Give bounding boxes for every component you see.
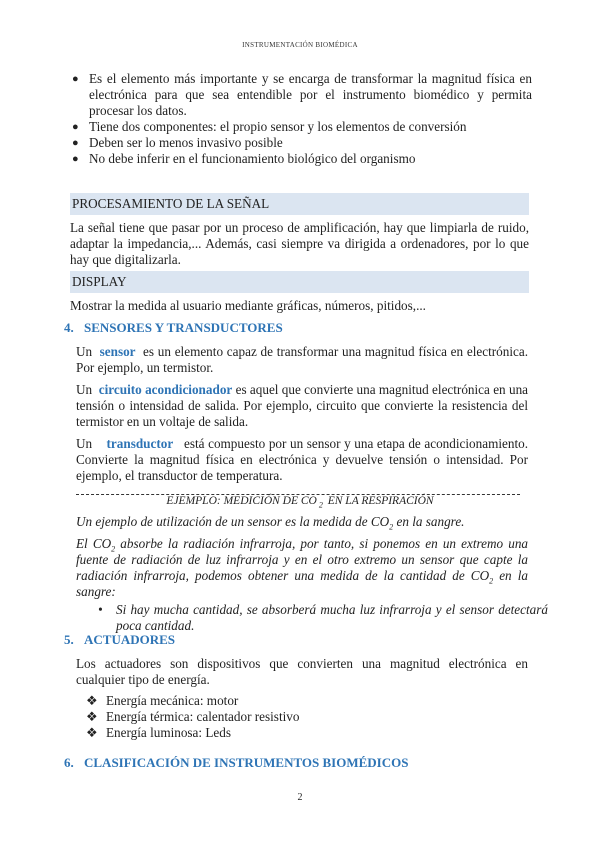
ejemplo-paragraph-1: Un ejemplo de utilización de un sensor es la medida de $CO_2$ en la sangre. xyxy=(76,514,465,532)
section-4-heading: 4. SENSORES Y TRANSDUCTORES xyxy=(64,320,283,335)
energy-list xyxy=(82,693,522,741)
term-transductor: transductor xyxy=(106,436,174,451)
diamond-bullet-icon: ❖ xyxy=(86,725,98,740)
page-number: 2 xyxy=(297,792,303,803)
bullet-list xyxy=(72,71,532,167)
diamond-bullet-icon: ❖ xyxy=(86,709,98,724)
term-sensor: sensor xyxy=(99,344,136,359)
ejemplo-paragraph-2: El $CO_2$ absorbe la radiación infrarroja, por tanto, si ponemos en un extremo una fuente de radiación de luz infrarroja y en el otro extremo un sensor que capte la radiación infrarroja, podemos obtener una medida de la cantidad de $CO_2$ en la sangre: xyxy=(76,536,529,599)
bullet-icon: • xyxy=(98,602,103,617)
bullet-icon: ● xyxy=(72,137,79,149)
procesamiento-section xyxy=(70,193,529,268)
list-item: ● Tiene dos componentes: el propio sensor y los elementos de conversión xyxy=(72,119,467,134)
section-6-heading: 6. CLASIFICACIÓN DE INSTRUMENTOS BIOMÉDICOS xyxy=(64,755,409,770)
list-item: ❖ Energía mecánica: motor xyxy=(86,693,239,708)
procesamiento-heading: PROCESAMIENTO DE LA SEÑAL xyxy=(70,193,529,215)
actuadores-text: Los actuadores son dispositivos que convierten una magnitud electrónica en cualquier tipo de energía. xyxy=(76,656,528,687)
transductor-paragraph: Un transductor está compuesto por un sensor y una etapa de acondicionamiento. Convierte la magnitud física en electrónica y devuelve tensión o intensidad. Por ejemplo, el transductor de temperatura. xyxy=(76,436,528,483)
display-heading: DISPLAY xyxy=(70,271,529,293)
term-circuito: circuito acondicionador xyxy=(98,382,233,397)
display-section xyxy=(70,271,529,314)
ejemplo-title: EJEMPLO: MEDICIÓN DE CO $_2$ EN LA RESPIRACIÓN xyxy=(0,493,600,509)
diamond-bullet-icon: ❖ xyxy=(86,693,98,708)
display-text: Mostrar la medida al usuario mediante gráficas, números, pitidos,... xyxy=(70,298,426,313)
list-item: ● Deben ser lo menos invasivo posible xyxy=(72,135,283,150)
bullet-icon: ● xyxy=(72,73,79,85)
bullet-icon: ● xyxy=(72,153,79,165)
list-item: ❖ Energía luminosa: Leds xyxy=(86,725,232,740)
ejemplo-bullet: • Si hay mucha cantidad, se absorberá mucha luz infrarroja y el sensor detectará poca cantidad. xyxy=(98,602,548,633)
bullet-icon: ● xyxy=(72,121,79,133)
circuito-paragraph: Un circuito acondicionador es aquel que convierte una magnitud electrónica en una tensión o intensidad de salida. Por ejemplo, circuito que convierte la resistencia del termistor en un voltaje de salida. xyxy=(76,382,529,429)
running-header: INSTRUMENTACIÓN BIOMÉDICA xyxy=(242,41,358,49)
list-item: ❖ Energía térmica: calentador resistivo xyxy=(86,709,300,724)
procesamiento-text: La señal tiene que pasar por un proceso de amplificación, hay que limpiarla de ruido, adaptar la impedancia,... Además, casi siempre va dirigida a ordenadores, por lo que hay que digitalizarla. xyxy=(70,220,529,267)
list-item: ● No debe inferir en el funcionamiento biológico del organismo xyxy=(72,151,416,166)
sensor-paragraph: Un sensor es un elemento capaz de transformar una magnitud física en electrónica. Por ejemplo, un termistor. xyxy=(76,344,528,375)
list-item: ● Es el elemento más importante y se encarga de transformar la magnitud física en electrónica para que sea entendible por el instrumento biomédico y permita procesar los datos. xyxy=(72,71,532,118)
section-5-heading: 5. ACTUADORES xyxy=(64,632,176,647)
